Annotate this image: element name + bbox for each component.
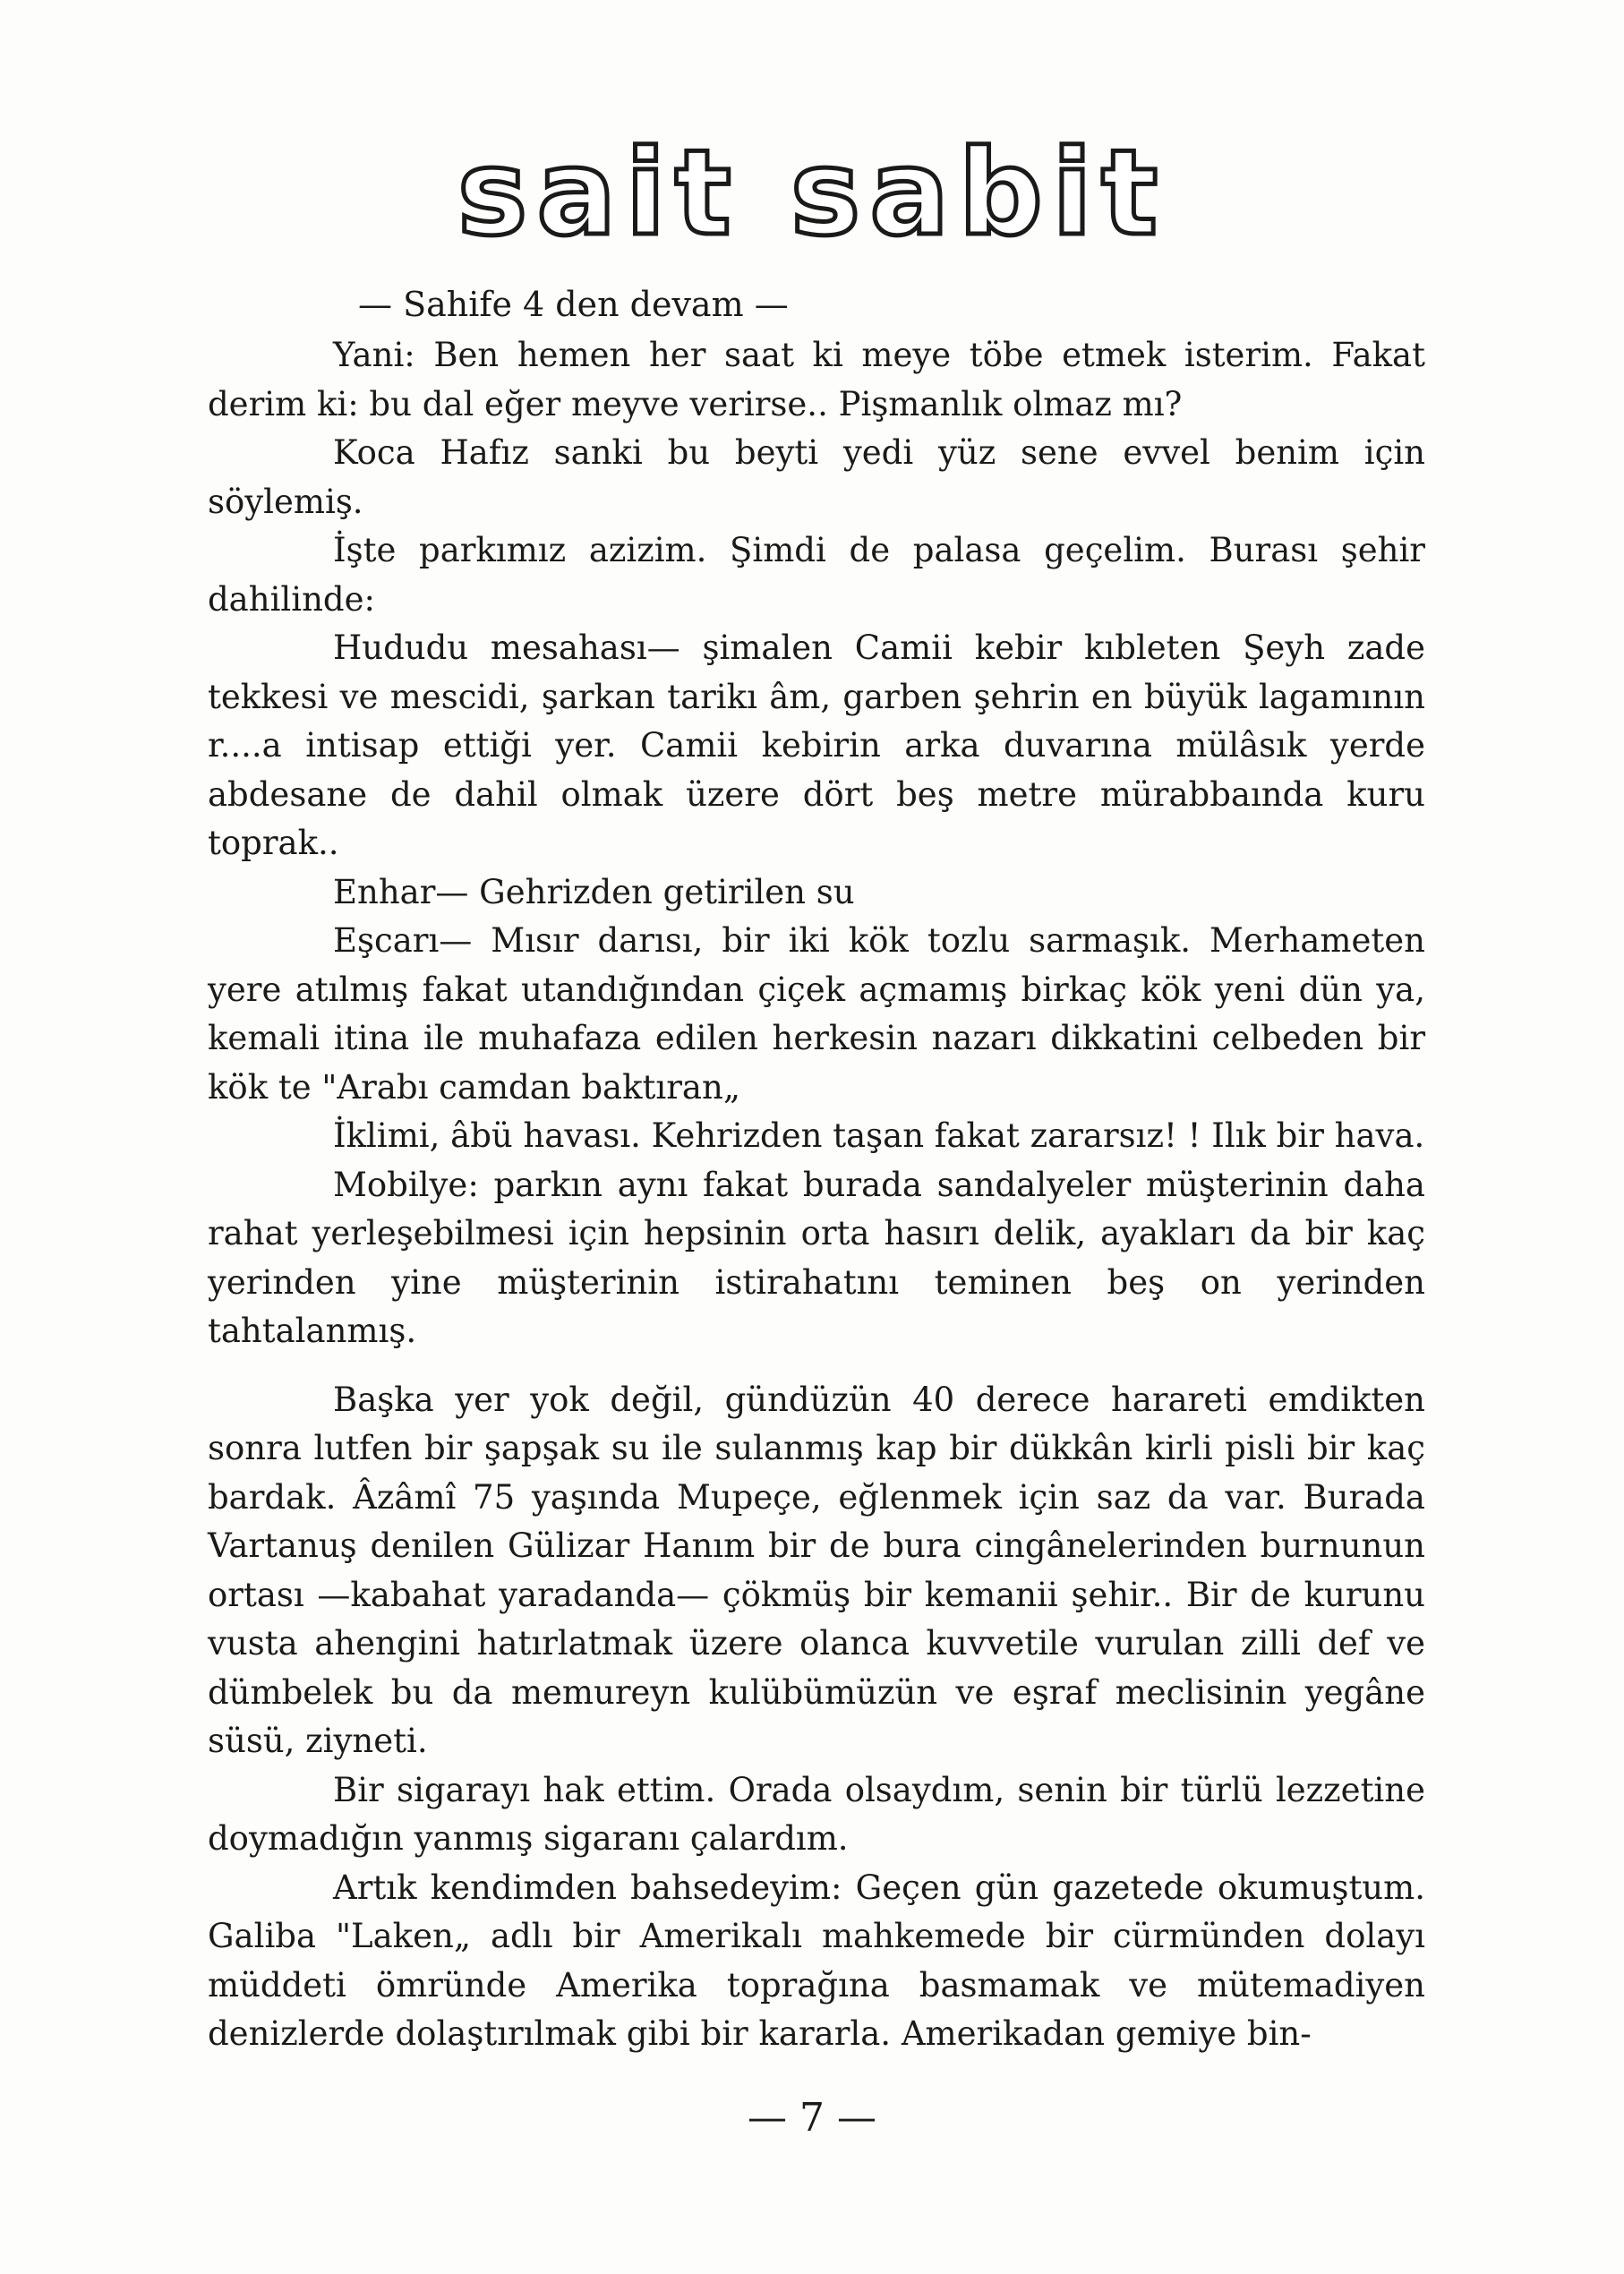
page-number: — 7 — bbox=[748, 2095, 876, 2141]
paragraph: Hududu mesahası— şimalen Camii kebir kıbleten Şeyh zade tekkesi ve mescidi, şarkan tarikı âm, garben şehrin en büyük lagamının r....a intisap ettiği yer. Camii kebirin arka duvarına mülâsık yerde abdesane de dahil olmak üzere dört beş metre mürabbaında kuru toprak.. bbox=[208, 628, 1425, 862]
paragraph: Mobilye: parkın aynı fakat burada sandalyeler müşterinin daha rahat yerleşebilmesi için hepsinin orta hasırı delik, ayakları da bir kaç yerinden yine müşterinin istirahatını teminen beş on yerinden tahtalanmış. bbox=[208, 1165, 1425, 1350]
column-title: sait sabit bbox=[457, 124, 1167, 262]
paragraph: Başka yer yok değil, gündüzün 40 derece harareti emdikten sonra lutfen bir şapşak su ile sulanmış kap bir dükkân kirli pisli bir kaç bardak. Âzâmî 75 yaşında Mupeçe, eğlenmek için saz da var. Burada Vartanuş denilen Gülizar Hanım bir de bura cingânelerinden burnunun ortası —kabahat yaradanda— çökmüş bir kemanii şehir.. Bir de kurunu vusta ahengini hatırlatmak üzere olanca kuvvetile vurulan zilli def ve dümbelek bu da memureyn kulübümüzün ve eşraf meclisinin yegâne süsü, ziyneti. bbox=[208, 1380, 1425, 1760]
paragraph: İklimi, âbü havası. Kehrizden taşan fakat zararsız! ! Ilık bir hava. bbox=[333, 1116, 1425, 1155]
continued-note: — Sahife 4 den devam — bbox=[358, 285, 789, 324]
paragraph: Bir sigarayı hak ettim. Orada olsaydım, senin bir türlü lezzetine doymadığın yanmış sigaranı çalardım. bbox=[208, 1770, 1425, 1858]
paragraph: Artık kendimden bahsedeyim: Geçen gün gazetede okumuştum. Galiba "Laken„ adlı bir Amerikalı mahkemede bir cürmünden dolayı müddeti ömründe Amerika toprağına basmamak ve mütemadiyen denizlerde dolaştırılmak gibi bir kararla. Amerikadan gemiye bin- bbox=[208, 1868, 1425, 2053]
paragraph: Enhar— Gehrizden getirilen su bbox=[333, 872, 855, 911]
article-body bbox=[208, 331, 1425, 2059]
paragraph: İşte parkımız azizim. Şimdi de palasa geçelim. Burası şehir dahilinde: bbox=[208, 531, 1425, 619]
paragraph: Eşcarı— Mısır darısı, bir iki kök tozlu sarmaşık. Merhameten yere atılmış fakat utandığından çiçek açmamış birkaç kök yeni dün ya, kemali itina ile muhafaza edilen herkesin nazarı dikkatini celbeden bir kök te "Arabı camdan baktıran„ bbox=[208, 921, 1425, 1107]
paragraph: Koca Hafız sanki bu beyti yedi yüz sene evvel benim için söylemiş. bbox=[208, 433, 1425, 521]
paragraph: Yani: Ben hemen her saat ki meye töbe etmek isterim. Fakat derim ki: bu dal eğer meyve verirse.. Pişmanlık olmaz mı? bbox=[208, 336, 1425, 423]
